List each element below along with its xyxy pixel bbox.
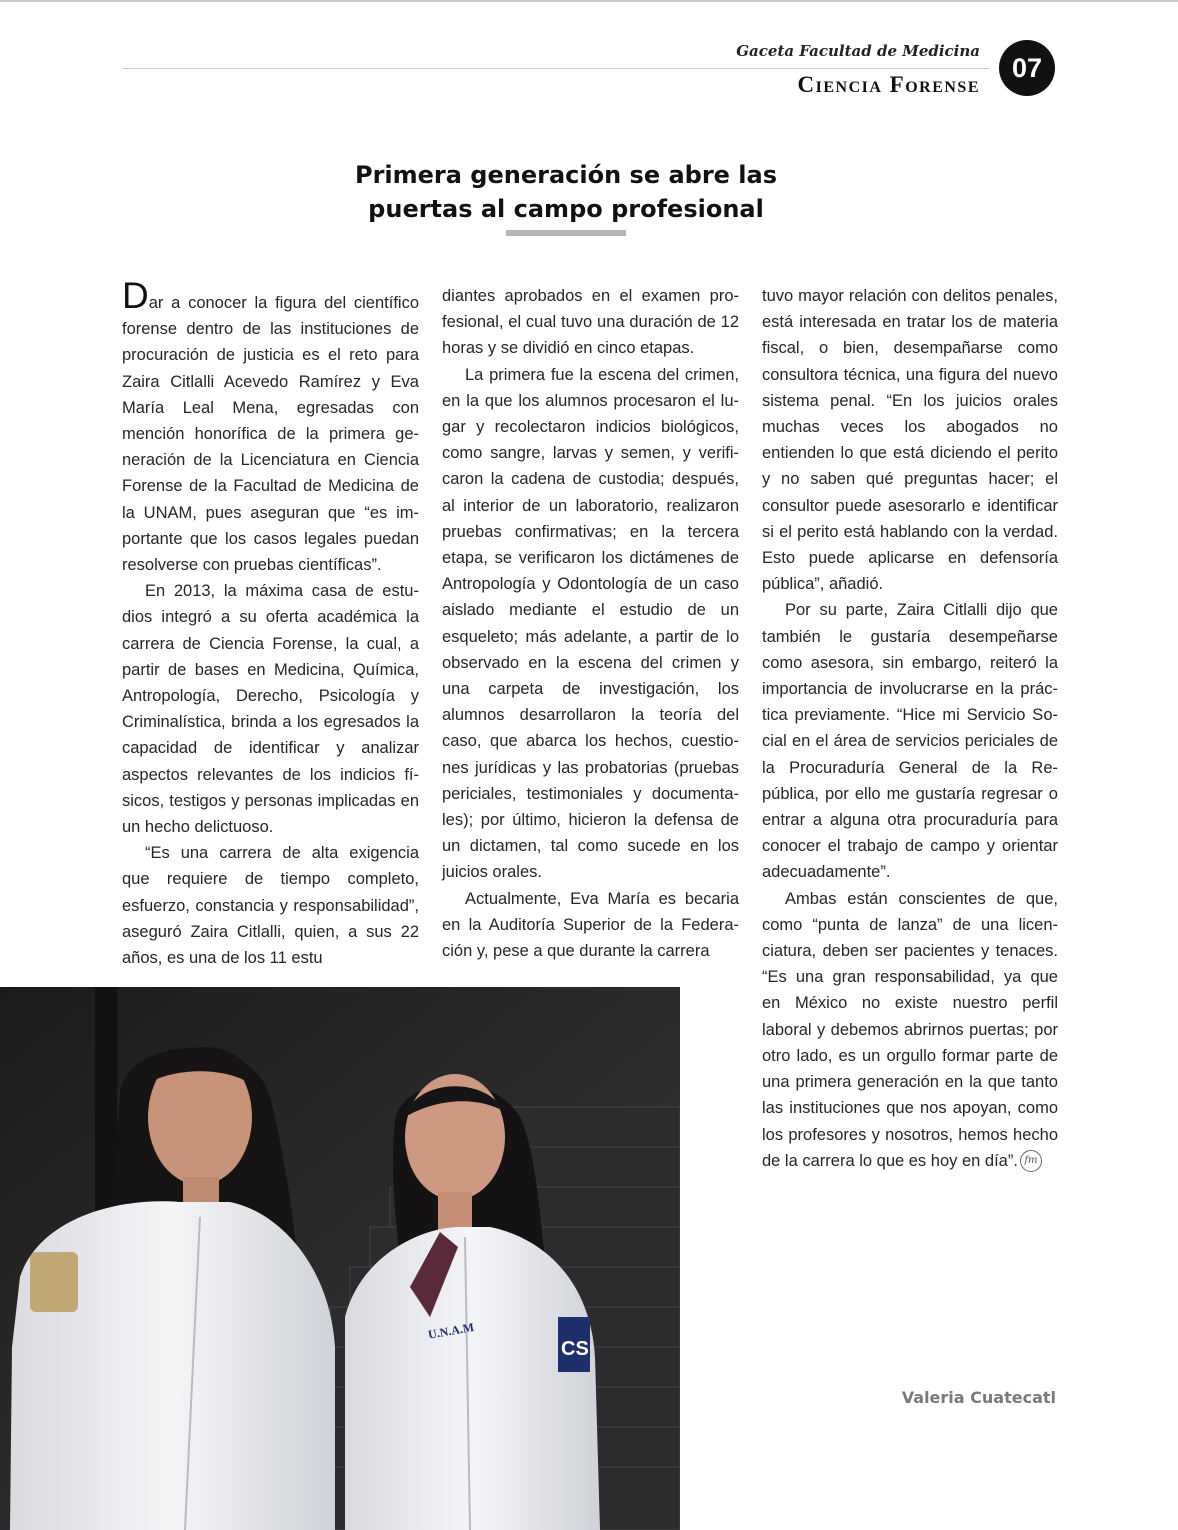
article-column-1 (122, 275, 419, 971)
paragraph: En 2013, la máxima casa de estudios integró a su oferta académica la carrera de Ciencia Forense, la cual, a partir de bases en Medicina, Química, Antropología, Derecho, Psicología y Criminalística, brinda a los egresados la capacidad de identificar y analizar aspectos relevantes de los indicios físicos, testigos y personas implicadas en un hecho delictuoso. (122, 582, 419, 837)
paragraph-text: Ambas están conscientes de que, como “punta de lanza” de una licenciatura, deben ser pacientes y tenaces. “Es una gran responsabilidad, ya que en México no existe nuestro perfil laboral y debemos abrirnos puertas; por otro lado, es un orgullo formar parte de una primera generación en la que tanto las instituciones que nos apoyan, como los profesores y nosotros, hemos hecho de la carrera lo que es hoy en día”. (762, 889, 1058, 1170)
paragraph: Actualmente, Eva María es becaria en la Auditoría Superior de la Federación y, pese a que durante la carrera (442, 889, 739, 961)
logo-letters: CS (561, 1338, 589, 1360)
paragraph (122, 275, 419, 578)
section-title: Ciencia Forense (797, 72, 980, 97)
page-number-badge: 07 (999, 40, 1055, 96)
paragraph-text: ar a conocer la figura del científico forense dentro de las instituciones de procuración de justicia es el reto para Zaira Citlalli Acevedo Ramírez y Eva María Leal Mena, egresadas con mención honorífica de la primera generación de la Licenciatura en Ciencia Forense de la Facultad de Medicina de la UNAM, pues aseguran que “es importante que los casos legales puedan resolverse con pruebas científicas”. (122, 294, 419, 575)
paragraph: Por su parte, Zaira Citlalli dijo que también le gustaría desempeñarse como asesora, sin embargo, reiteró la importancia de involucrarse en la práctica previamente. “Hice mi Servicio Social en el área de servicios periciales de la Procuraduría General de la República, por ello me gustaría regresar o entrar a alguna otra procuraduría para conocer el trabajo de campo y orientar adecuadamente”. (762, 601, 1058, 882)
top-rule (0, 0, 1178, 2)
paragraph: La primera fue la escena del crimen, en la que los alumnos procesaron el lugar y recolectaron indicios biológicos, como sangre, larvas y semen, y verificaron la cadena de custodia; después, al interior de un laboratorio, realizaron pruebas confirmativas; en la tercera etapa, se verificaron los dictámenes de Antropología y Odontología de un caso aislado mediante el estudio de un esqueleto; más adelante, a partir de lo observado en la escena del crimen y una carpeta de investigación, los alumnos desarrollaron la teoría del caso, que abarca los hechos, cuestiones jurídicas y las probatorias (pruebas periciales, testimoniales y documentales); por último, hicieron la defensa de un dictamen, tal como sucede en los juicios orales. (442, 365, 739, 882)
drop-cap: D (122, 275, 149, 316)
article-column-2 (442, 283, 739, 964)
paragraph (762, 886, 1058, 1174)
coat-unam-label: U.N.A.M (426, 1319, 476, 1342)
paragraph: diantes aprobados en el examen profesional, el cual tuvo una duración de 12 horas y se dividió en cinco etapas. (442, 287, 739, 358)
article-column-3 (762, 283, 1058, 1174)
headline-underline (506, 230, 626, 236)
article-headline (300, 158, 832, 226)
article-photo (0, 987, 680, 1530)
headline-line-1: Primera generación se abre las (354, 161, 778, 189)
headline-line-2: puertas al campo profesional (368, 195, 764, 223)
author-byline: Valeria Cuatecatl (901, 1388, 1056, 1407)
header-divider (122, 68, 990, 69)
end-of-article-icon: fm (1020, 1150, 1042, 1172)
paragraph: “Es una carrera de alta exigencia que requiere de tiempo completo, esfuerzo, constancia y responsabilidad”, aseguró Zaira Citlalli, quien, a sus 22 años, es una de los 11 estu (122, 844, 419, 968)
graduates-photo-illustration (0, 987, 680, 1530)
paragraph: tuvo mayor relación con delitos penales, está interesada en tratar los de materia fiscal, o bien, desempañarse como consultora técnica, una figura del nuevo sistema penal. “En los juicios orales muchas veces los abogados no entienden lo que está diciendo el perito y no saben qué preguntas hacer; el consultor puede asesorarlo e identificar si el perito está hablando con la verdad. Esto puede aplicarse en defensoría pública”, añadió. (762, 287, 1058, 594)
publication-name: Gaceta Facultad de Medicina (736, 42, 980, 60)
